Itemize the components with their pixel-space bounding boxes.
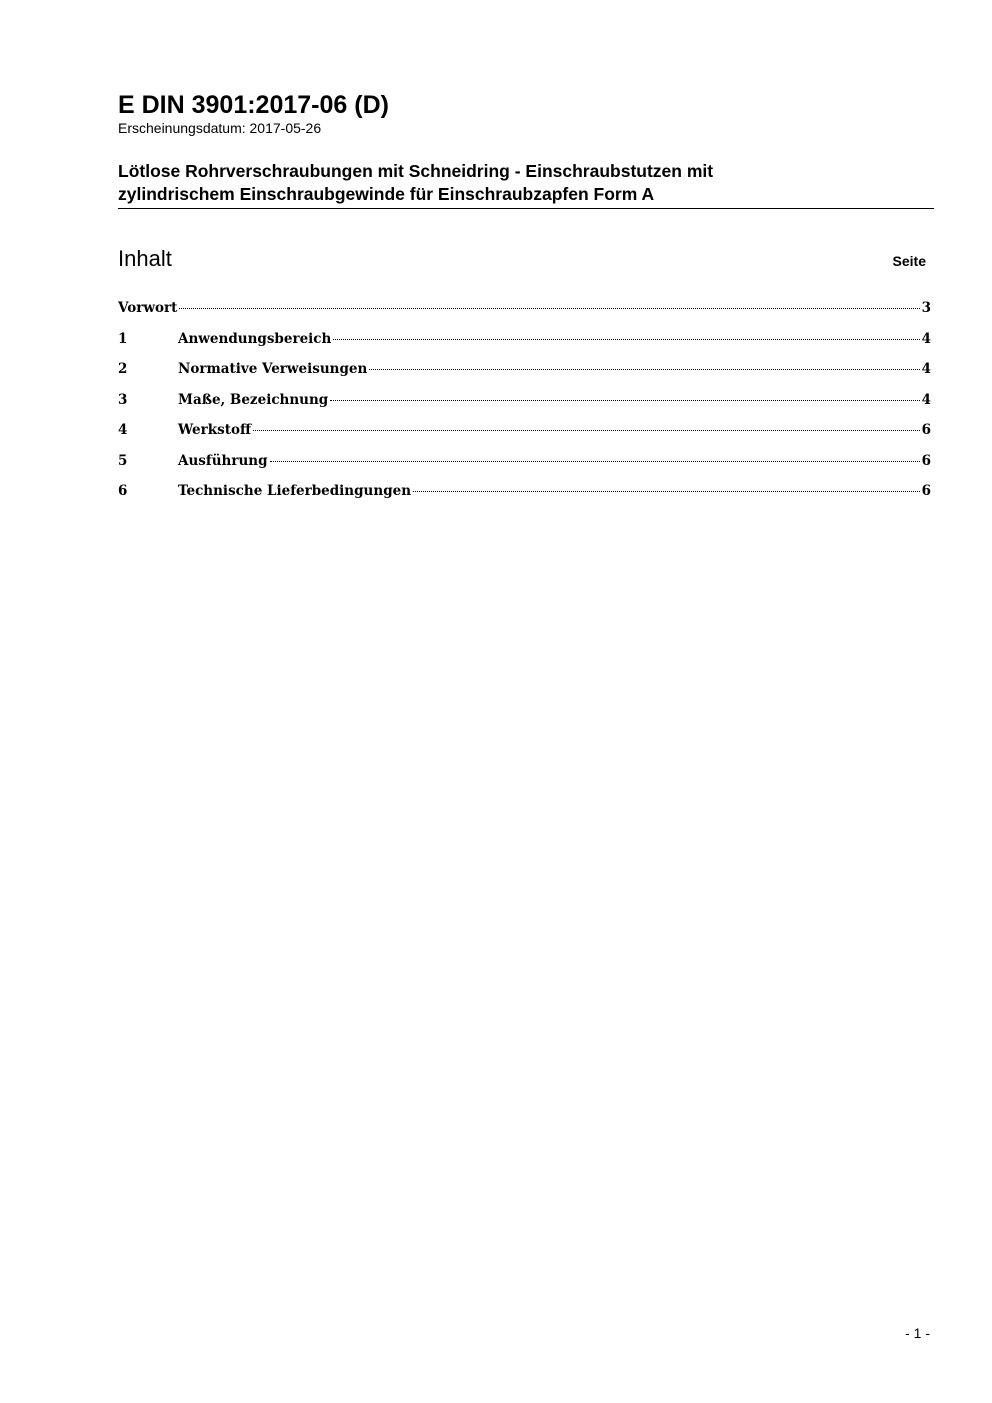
toc-entry-number: 3 bbox=[118, 391, 128, 408]
publication-date: Erscheinungsdatum: 2017-05-26 bbox=[118, 120, 322, 136]
toc-entry-label: Werkstoff bbox=[178, 422, 252, 438]
toc-entry-label: Normative Verweisungen bbox=[178, 361, 368, 377]
toc-heading-row bbox=[118, 245, 926, 273]
toc-entry-4[interactable] bbox=[118, 422, 931, 453]
toc-entry-page: 6 bbox=[921, 483, 931, 499]
toc-entry-page: 3 bbox=[921, 300, 931, 316]
toc-entry-label: Maße, Bezeichnung bbox=[178, 391, 329, 408]
toc-entry-number: 1 bbox=[118, 330, 128, 347]
toc-leader-dots bbox=[330, 400, 919, 401]
toc-entry-label: Technische Lieferbedingungen bbox=[178, 483, 412, 499]
toc-entry-page: 4 bbox=[921, 361, 931, 377]
toc-leader-dots bbox=[253, 430, 920, 431]
table-of-contents bbox=[118, 300, 931, 514]
document-title bbox=[118, 160, 934, 209]
toc-entry-number: 4 bbox=[118, 422, 128, 438]
toc-entry-page: 4 bbox=[921, 391, 931, 408]
page-number: - 1 - bbox=[905, 1325, 930, 1341]
document-header bbox=[118, 90, 934, 137]
toc-leader-dots bbox=[413, 491, 920, 492]
toc-entry-number: 5 bbox=[118, 452, 128, 469]
toc-leader-dots bbox=[333, 339, 919, 340]
toc-entry-page: 6 bbox=[921, 452, 931, 469]
toc-leader-dots bbox=[270, 461, 920, 462]
toc-entry-1[interactable] bbox=[118, 331, 931, 362]
toc-leader-dots bbox=[179, 308, 919, 309]
toc-entry-page: 6 bbox=[921, 422, 931, 438]
toc-entry-5[interactable] bbox=[118, 453, 931, 484]
toc-page-column-label: Seite bbox=[892, 253, 926, 269]
toc-entry-3[interactable] bbox=[118, 392, 931, 423]
toc-entry-2[interactable] bbox=[118, 361, 931, 392]
toc-entry-label: Vorwort bbox=[118, 300, 178, 316]
toc-entry-number: 2 bbox=[118, 361, 128, 377]
toc-entry-number: 6 bbox=[118, 483, 128, 499]
toc-heading: Inhalt bbox=[118, 246, 172, 271]
document-title-line-1: Lötlose Rohrverschraubungen mit Schneidring - Einschraubstutzen mit bbox=[118, 161, 714, 181]
document-id: E DIN 3901:2017-06 (D) bbox=[118, 91, 389, 119]
toc-entry-label: Anwendungsbereich bbox=[178, 330, 332, 347]
toc-leader-dots bbox=[369, 369, 919, 370]
toc-entry-vorwort[interactable] bbox=[118, 300, 931, 331]
document-title-line-2: zylindrischem Einschraubgewinde für Einschraubzapfen Form A bbox=[118, 184, 655, 204]
toc-entry-label: Ausführung bbox=[178, 452, 268, 469]
toc-entry-page: 4 bbox=[921, 330, 931, 347]
toc-entry-6[interactable] bbox=[118, 483, 931, 514]
